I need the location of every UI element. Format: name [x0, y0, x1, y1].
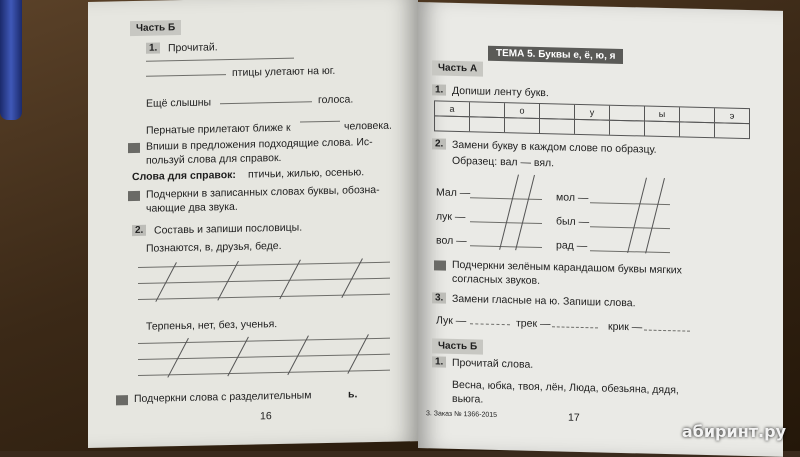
instruction-text: Впиши в предложения подходящие слова. Ис- — [146, 136, 373, 153]
write-line — [138, 294, 390, 300]
write-line — [300, 121, 340, 123]
square-icon — [116, 395, 128, 405]
proverb-words: Терпенья, нет, без, ученья. — [146, 318, 278, 333]
soft-sign-letter: ь. — [348, 388, 358, 401]
strip-cell[interactable] — [680, 122, 715, 137]
slash-mark — [515, 175, 535, 250]
word-item: вол — — [436, 234, 467, 248]
write-line — [146, 74, 226, 77]
slash-mark — [645, 178, 665, 253]
task-number: 1. — [432, 356, 446, 367]
page-number: 17 — [568, 411, 580, 424]
square-icon — [434, 260, 446, 270]
word-list: вьюга. — [452, 392, 484, 406]
right-page — [418, 2, 783, 457]
reference-label: Слова для справок: — [132, 168, 236, 184]
square-icon — [128, 191, 140, 201]
word-item: был — — [556, 215, 590, 229]
word-item: рад — — [556, 239, 588, 253]
write-line — [138, 370, 390, 376]
sentence-1: птицы улетают на юг. — [232, 64, 336, 79]
print-footer: 3. Заказ № 1366-2015 — [426, 410, 498, 419]
strip-cell[interactable] — [645, 122, 680, 137]
task-text: Прочитай. — [168, 41, 218, 55]
instruction-text: Подчеркни в записанных словах буквы, обозна- — [146, 183, 380, 201]
site-watermark: абиринт.ру — [681, 422, 786, 441]
square-icon — [128, 143, 140, 153]
task-number: 2. — [432, 138, 446, 149]
word-item: Мал — — [436, 186, 471, 200]
strip-cell[interactable] — [470, 102, 505, 117]
task-number: 2. — [132, 225, 146, 236]
strip-cell[interactable] — [540, 104, 575, 119]
strip-cell[interactable]: о — [505, 103, 540, 118]
task-text: Допиши ленту букв. — [452, 84, 549, 100]
instruction-text: пользуй слова для справок. — [146, 151, 282, 167]
task-number: 3. — [432, 292, 446, 303]
strip-cell[interactable] — [680, 107, 715, 122]
word-item: Лук — — [436, 314, 467, 328]
write-line — [470, 245, 542, 248]
task-number: 1. — [146, 42, 160, 53]
reference-words: птичьи, жилью, осенью. — [248, 166, 365, 181]
word-item: крик — — [608, 320, 643, 334]
write-line — [590, 250, 670, 253]
write-line — [146, 58, 294, 62]
write-line — [470, 197, 542, 200]
instruction-text: Подчеркни слова с разделительным — [134, 389, 312, 406]
part-label: Часть Б — [432, 338, 483, 354]
workbook-spread — [88, 2, 788, 451]
strip-cell[interactable]: э — [729, 110, 735, 121]
sentence-2-start: Ещё слышны — [146, 96, 212, 110]
task-text: Замени гласные на ю. Запиши слова. — [452, 292, 636, 310]
instruction-text: согласных звуков. — [452, 272, 540, 287]
strip-cell[interactable]: а — [435, 101, 470, 116]
sample-text: Образец: вал — вял. — [452, 154, 555, 170]
write-line — [220, 101, 312, 104]
task-text: Замени букву в каждом слове по образцу. — [452, 138, 657, 156]
word-item: трек — — [516, 317, 551, 331]
strip-cell[interactable] — [610, 121, 645, 136]
sentence-3-end: человека. — [344, 119, 392, 133]
strip-cell[interactable] — [505, 118, 540, 133]
instruction-text: Подчеркни зелёным карандашом буквы мягких — [452, 258, 682, 277]
sentence-3-start: Пернатые прилетают ближе к — [146, 121, 291, 137]
blue-pen — [0, 0, 22, 120]
write-line — [590, 226, 670, 229]
left-page — [88, 0, 418, 448]
sentence-2-end: голоса. — [318, 93, 354, 107]
write-line — [138, 338, 390, 344]
strip-cell[interactable] — [715, 123, 749, 138]
write-line — [470, 323, 510, 325]
slash-mark — [627, 178, 647, 253]
strip-cell[interactable] — [610, 106, 645, 121]
strip-cell[interactable] — [540, 119, 575, 134]
part-label: Часть Б — [130, 20, 181, 36]
page-number: 16 — [260, 410, 272, 423]
task-text: Прочитай слова. — [452, 356, 534, 371]
strip-cell[interactable] — [470, 117, 505, 132]
word-item: мол — — [556, 191, 589, 205]
strip-cell[interactable]: ы — [645, 107, 680, 122]
instruction-text: чающие два звука. — [146, 200, 238, 215]
word-item: лук — — [436, 210, 466, 224]
strip-cell[interactable] — [435, 116, 470, 131]
strip-cell[interactable]: у — [575, 105, 610, 120]
topic-title: ТЕМА 5. Буквы е, ё, ю, я — [488, 46, 623, 64]
slash-mark — [499, 174, 519, 249]
task-number: 1. — [432, 84, 446, 95]
write-line — [644, 330, 690, 332]
word-list: Весна, юбка, твоя, лён, Люда, обезьяна, дядя, — [452, 378, 679, 397]
write-line — [552, 326, 598, 328]
task-text: Составь и запиши пословицы. — [154, 221, 303, 237]
strip-cell[interactable] — [575, 120, 610, 135]
part-label: Часть А — [432, 60, 483, 76]
proverb-words: Познаются, в, друзья, беде. — [146, 239, 282, 255]
